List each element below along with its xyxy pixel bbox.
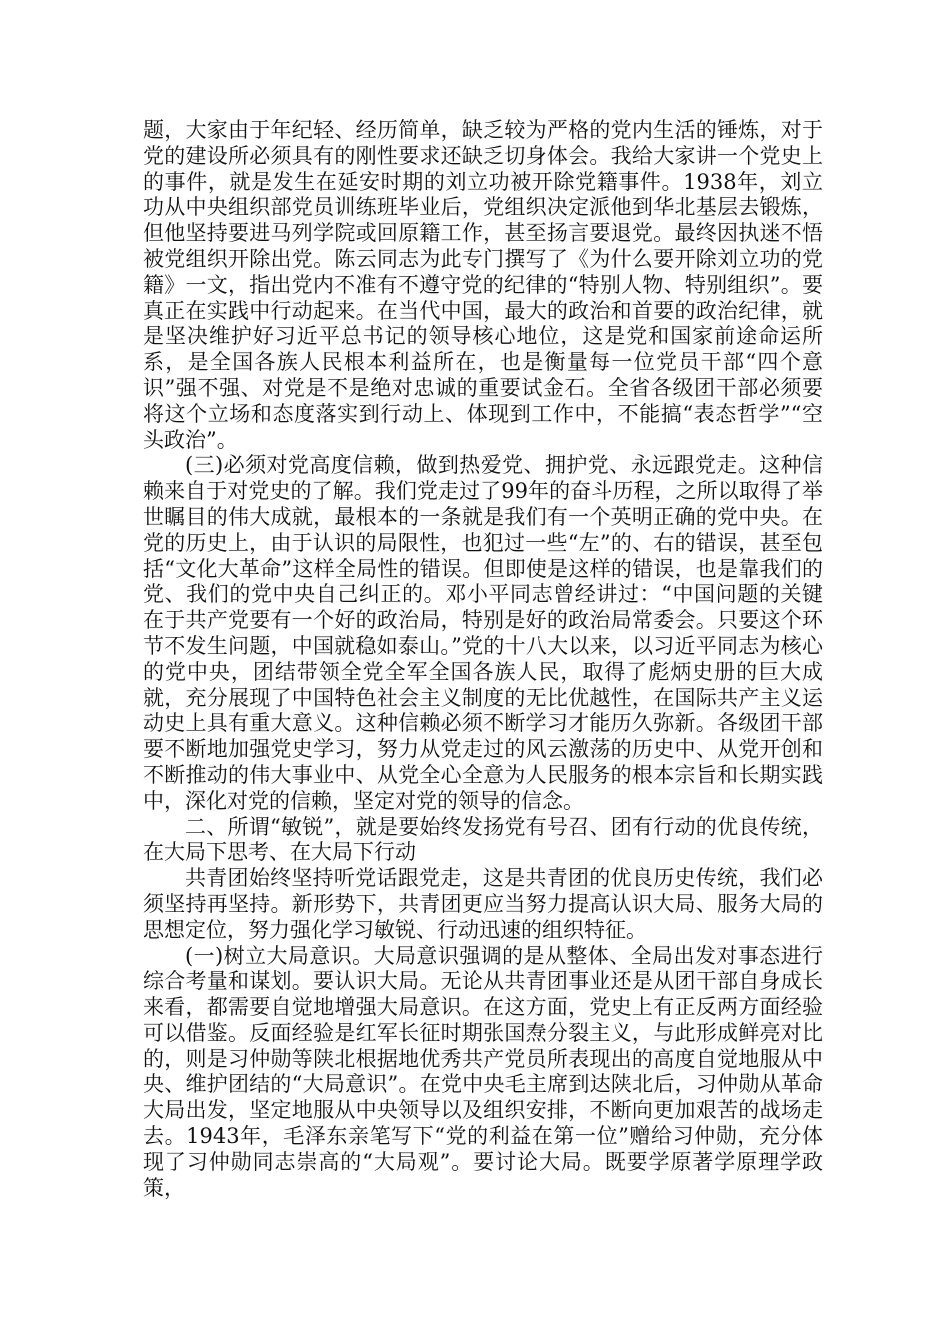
section-heading: 二、所谓“敏锐”，就是要始终发扬党有号召、团有行动的优良传统，在大局下思考、在大局下行动 bbox=[143, 814, 823, 865]
paragraph-1: 题，大家由于年纪轻、经历简单，缺乏较为严格的党内生活的锤炼，对于党的建设所必须具有的刚性要求还缺乏切身体会。我给大家讲一个党史上的事件，就是发生在延安时期的刘立功被开除党籍事件。1938年，刘立功从中央组织部党员训练班毕业后，党组织决定派他到华北基层去锻炼，但他坚持要进马列学院或回原籍工作，甚至扬言要退党。最终因执迷不悟被党组织开除出党。陈云同志为此专门撰写了《为什么要开除刘立功的党籍》一文，指出党内不准有不遵守党的纪律的“特别人物、特别组织”。要真正在实践中行动起来。在当代中国，最大的政治和首要的政治纪律，就是坚决维护好习近平总书记的领导核心地位，这是党和国家前途命运所系，是全国各族人民根本利益所在，也是衡量每一位党员干部“四个意识”强不强、对党是不是绝对忠诚的重要试金石。全省各级团干部必须要将这个立场和态度落实到行动上、体现到工作中，不能搞“表态哲学”“空头政治”。 bbox=[143, 118, 823, 452]
paragraph-3: 共青团始终坚持听党话跟党走，这是共青团的优良历史传统，我们必须坚持再坚持。新形势下，共青团更应当努力提高认识大局、服务大局的思想定位，努力强化学习敏锐、行动迅速的组织特征。 bbox=[143, 866, 823, 942]
paragraph-2: (三)必须对党高度信赖，做到热爱党、拥护党、永远跟党走。这种信赖来自于对党史的了解。我们党走过了99年的奋斗历程，之所以取得了举世瞩目的伟大成就，最根本的一条就是我们有一个英明正确的党中央。在党的历史上，由于认识的局限性，也犯过一些“左”的、右的错误，甚至包括“文化大革命”这样全局性的错误。但即使是这样的错误，也是靠我们的党、我们的党中央自己纠正的。邓小平同志曾经讲过：“中国问题的关键在于共产党要有一个好的政治局，特别是好的政治局常委会。只要这个环节不发生问题，中国就稳如泰山。”党的十八大以来，以习近平同志为核心的党中央，团结带领全党全军全国各族人民，取得了彪炳史册的巨大成就，充分展现了中国特色社会主义制度的无比优越性，在国际共产主义运动史上具有重大意义。这种信赖必须不断学习才能历久弥新。各级团干部要不断地加强党史学习，努力从党走过的风云激荡的历史中、从党开创和不断推动的伟大事业中、从党全心全意为人民服务的根本宗旨和长期实践中，深化对党的信赖，坚定对党的领导的信念。 bbox=[143, 453, 823, 813]
paragraph-4: (一)树立大局意识。大局意识强调的是从整体、全局出发对事态进行综合考量和谋划。要认识大局。无论从共青团事业还是从团干部自身成长来看，都需要自觉地增强大局意识。在这方面，党史上有正反两方面经验可以借鉴。反面经验是红军长征时期张国焘分裂主义，与此形成鲜亮对比的，则是习仲勋等陕北根据地优秀共产党员所表现出的高度自觉地服从中央、维护团结的“大局意识”。在党中央毛主席到达陕北后，习仲勋从革命大局出发，坚定地服从中央领导以及组织安排，不断向更加艰苦的战场走去。1943年，毛泽东亲笔写下“党的利益在第一位”赠给习仲勋，充分体现了习仲勋同志崇高的“大局观”。要讨论大局。既要学原著学原理学政策， bbox=[143, 943, 823, 1200]
document-page bbox=[143, 118, 823, 1201]
